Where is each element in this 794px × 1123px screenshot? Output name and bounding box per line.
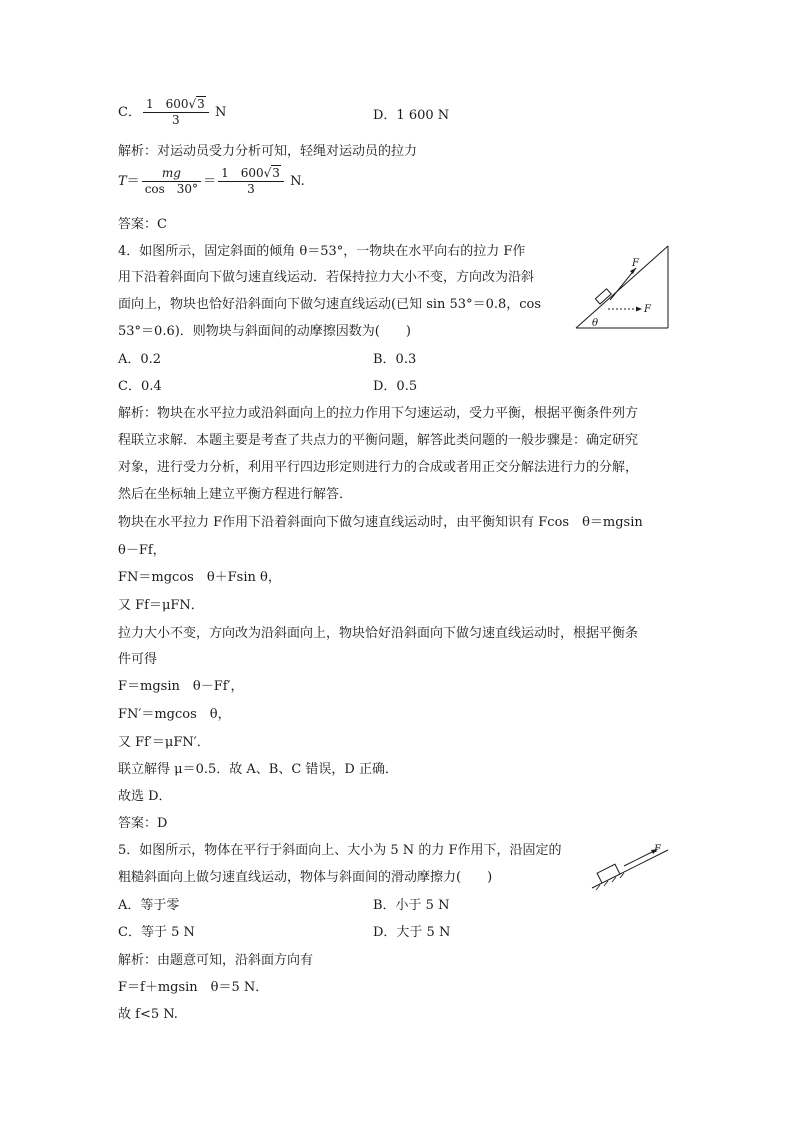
q4-stem-line-3: 面向上，物块也恰好沿斜面向下做匀速直线运动(已知 sin 53°＝0.8，cos: [118, 297, 542, 312]
q4-analysis-5: 物块在水平拉力 F作用下沿着斜面向下做匀速直线运动时，由平衡知识有 Fcos θ＝mgsin: [118, 515, 643, 530]
q4-analysis-7: FN＝mgcos θ＋Fsin θ，: [118, 570, 281, 585]
q4-analysis-13: 又 Ff′＝μFN′．: [118, 735, 210, 750]
force-label-right: F: [644, 304, 651, 315]
q4-stem-line-4: 53°＝0.6)．则物块与斜面间的动摩擦因数为( ): [118, 324, 411, 339]
q4-analysis-12: FN′＝mgcos θ，: [118, 707, 231, 722]
q3-option-d: D．1 600 N: [373, 108, 450, 123]
q4-analysis-3: 对象，进行受力分析，利用平行四边形定则进行力的合成或者用正交分解法进行力的分解，: [118, 460, 639, 475]
block: [597, 864, 620, 883]
q3-option-c: C． $\frac{1 600√3}{3}$ N: [118, 97, 227, 127]
q5-stem-line-2: 粗糙斜面向上做匀速直线运动，物体与斜面间的滑动摩擦力( ): [118, 870, 493, 885]
q3-equation: T＝ $\frac{mg}{\cos 30^\circ}$ ＝ $\frac{1 600√3}{3}$ N.: [118, 166, 305, 196]
q4-analysis-8: 又 Ff＝μFN．: [118, 598, 204, 613]
q3-option-c-fraction: $\frac{1 600√3}{3}$: [143, 97, 209, 128]
q4-analysis-9: 拉力大小不变，方向改为沿斜面向上，物块恰好沿斜面向下做匀速直线运动时，根据平衡条: [118, 626, 639, 641]
q4-analysis-2: 程联立求解．本题主要是考查了共点力的平衡问题，解答此类问题的一般步骤是：确定研究: [118, 433, 639, 448]
q5-analysis-3: 故 f<5 N.: [118, 1007, 178, 1022]
q4-analysis-1: 解析：物块在水平拉力或沿斜面向上的拉力作用下匀速运动，受力平衡，根据平衡条件列方: [118, 406, 639, 421]
q4-stem-line-1: 4．如图所示，固定斜面的倾角 θ＝53°，一物块在水平向右的拉力 F作: [118, 244, 526, 259]
q4-analysis-4: 然后在坐标轴上建立平衡方程进行解答．: [118, 487, 353, 502]
q5-option-c: C．等于 5 N: [118, 925, 195, 940]
incline-slope: [576, 246, 668, 328]
q4-analysis-11: F＝mgsin θ－Ff′，: [118, 679, 244, 694]
force-label: F: [654, 844, 661, 855]
block: [595, 289, 611, 304]
q4-analysis-15: 故选 D．: [118, 789, 172, 804]
q4-analysis-10: 件可得: [118, 652, 158, 667]
q5-option-a: A．等于零: [118, 898, 180, 913]
force-label-up: F: [632, 258, 639, 269]
q4-analysis-6: θ－Ff，: [118, 543, 166, 558]
q4-answer: 答案：D: [118, 816, 168, 831]
q4-option-d: D．0.5: [373, 379, 418, 394]
q5-incline-figure: [588, 842, 672, 892]
q5-stem-line-1: 5．如图所示，物体在平行于斜面向上、大小为 5 N 的力 F作用下，沿固定的: [118, 843, 562, 858]
q4-incline-figure: [574, 242, 670, 332]
q4-option-b: B．0.3: [373, 352, 417, 367]
q4-option-a: A．0.2: [118, 352, 162, 367]
q5-option-d: D．大于 5 N: [373, 925, 451, 940]
q3-answer: 答案：C: [118, 217, 167, 232]
q4-analysis-14: 联立解得 μ＝0.5．故 A、B、C 错误，D 正确．: [118, 762, 398, 777]
q4-option-c: C．0.4: [118, 379, 162, 394]
q5-option-b: B．小于 5 N: [373, 898, 450, 913]
q5-analysis-2: F＝f＋mgsin θ＝5 N．: [118, 980, 269, 995]
q3-analysis: 解析：对运动员受力分析可知，轻绳对运动员的拉力: [118, 144, 418, 159]
angle-label-theta: θ: [592, 318, 599, 329]
q4-stem-line-2: 用下沿着斜面向下做匀速直线运动．若保持拉力大小不变，方向改为沿斜: [118, 270, 535, 285]
q5-analysis-1: 解析：由题意可知，沿斜面方向有: [118, 953, 314, 968]
